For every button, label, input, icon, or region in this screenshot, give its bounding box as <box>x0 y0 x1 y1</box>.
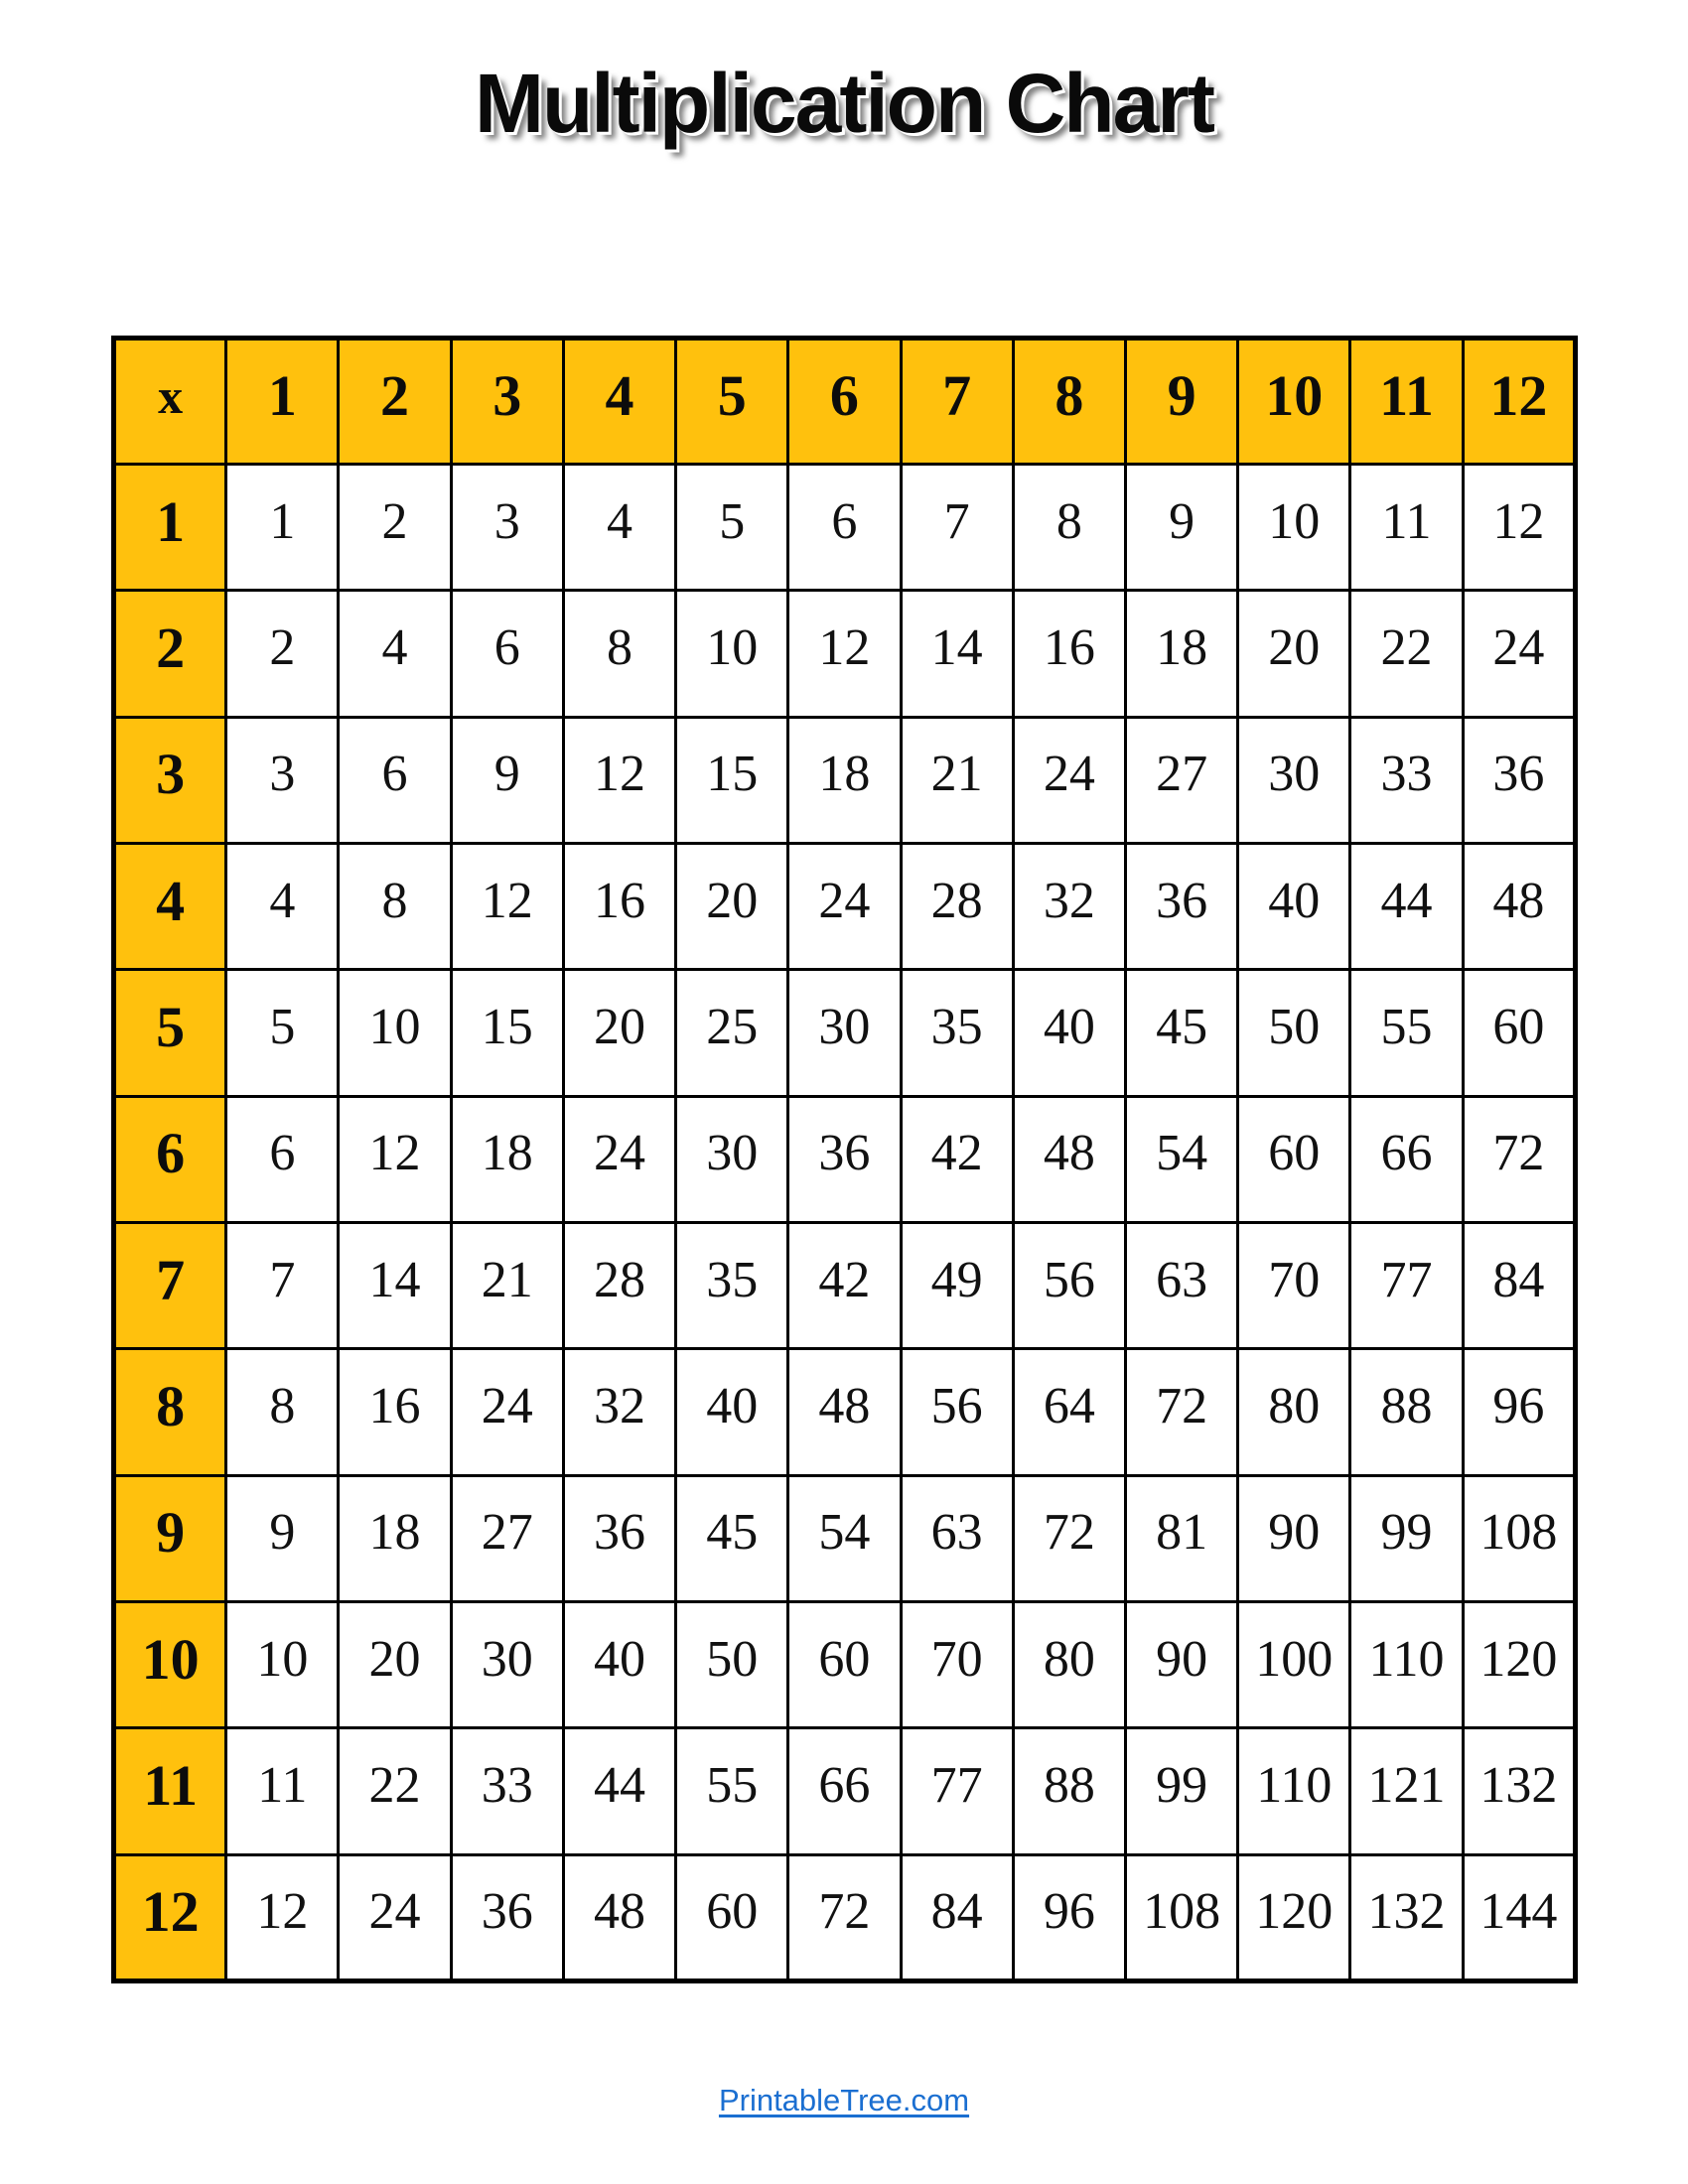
product-cell: 35 <box>676 1222 788 1348</box>
product-cell: 49 <box>901 1222 1013 1348</box>
product-cell: 40 <box>563 1601 675 1727</box>
product-cell: 21 <box>901 717 1013 843</box>
product-cell: 88 <box>1013 1728 1125 1854</box>
product-cell: 24 <box>1463 591 1575 717</box>
table-row <box>114 1854 1576 1980</box>
column-header-cell: 11 <box>1350 339 1463 465</box>
product-cell: 4 <box>226 843 339 969</box>
product-cell: 4 <box>339 591 451 717</box>
product-cell: 24 <box>1013 717 1125 843</box>
table-header <box>114 339 1576 465</box>
product-cell: 54 <box>1125 1096 1237 1222</box>
product-cell: 48 <box>1463 843 1575 969</box>
product-cell: 110 <box>1350 1601 1463 1727</box>
product-cell: 12 <box>226 1854 339 1980</box>
product-cell: 36 <box>788 1096 901 1222</box>
product-cell: 64 <box>1013 1349 1125 1475</box>
product-cell: 100 <box>1238 1601 1350 1727</box>
product-cell: 120 <box>1238 1854 1350 1980</box>
product-cell: 70 <box>901 1601 1013 1727</box>
table-row <box>114 1728 1576 1854</box>
product-cell: 24 <box>451 1349 563 1475</box>
product-cell: 8 <box>563 591 675 717</box>
product-cell: 36 <box>1125 843 1237 969</box>
product-cell: 6 <box>788 465 901 591</box>
product-cell: 8 <box>226 1349 339 1475</box>
row-header-cell: 2 <box>114 591 226 717</box>
product-cell: 14 <box>339 1222 451 1348</box>
product-cell: 132 <box>1463 1728 1575 1854</box>
product-cell: 15 <box>676 717 788 843</box>
product-cell: 24 <box>563 1096 675 1222</box>
product-cell: 81 <box>1125 1475 1237 1601</box>
product-cell: 66 <box>788 1728 901 1854</box>
product-cell: 11 <box>1350 465 1463 591</box>
product-cell: 3 <box>226 717 339 843</box>
product-cell: 22 <box>339 1728 451 1854</box>
product-cell: 5 <box>226 970 339 1096</box>
product-cell: 16 <box>563 843 675 969</box>
product-cell: 63 <box>1125 1222 1237 1348</box>
product-cell: 63 <box>901 1475 1013 1601</box>
row-header-cell: 12 <box>114 1854 226 1980</box>
column-header-row <box>114 339 1576 465</box>
product-cell: 99 <box>1350 1475 1463 1601</box>
product-cell: 18 <box>451 1096 563 1222</box>
column-header-cell: 12 <box>1463 339 1575 465</box>
product-cell: 2 <box>339 465 451 591</box>
product-cell: 12 <box>451 843 563 969</box>
product-cell: 7 <box>901 465 1013 591</box>
product-cell: 44 <box>563 1728 675 1854</box>
product-cell: 8 <box>1013 465 1125 591</box>
product-cell: 28 <box>901 843 1013 969</box>
product-cell: 7 <box>226 1222 339 1348</box>
row-header-cell: 1 <box>114 465 226 591</box>
product-cell: 55 <box>1350 970 1463 1096</box>
column-header-cell: 10 <box>1238 339 1350 465</box>
product-cell: 2 <box>226 591 339 717</box>
product-cell: 108 <box>1125 1854 1237 1980</box>
product-cell: 60 <box>1463 970 1575 1096</box>
page-title: Multiplication Chart <box>475 57 1213 150</box>
row-header-cell: 4 <box>114 843 226 969</box>
product-cell: 36 <box>563 1475 675 1601</box>
product-cell: 66 <box>1350 1096 1463 1222</box>
row-header-cell: 10 <box>114 1601 226 1727</box>
product-cell: 27 <box>1125 717 1237 843</box>
row-header-cell: 11 <box>114 1728 226 1854</box>
product-cell: 90 <box>1238 1475 1350 1601</box>
row-header-cell: 3 <box>114 717 226 843</box>
product-cell: 3 <box>451 465 563 591</box>
row-header-cell: 6 <box>114 1096 226 1222</box>
product-cell: 25 <box>676 970 788 1096</box>
table-row <box>114 591 1576 717</box>
column-header-cell: 5 <box>676 339 788 465</box>
product-cell: 6 <box>339 717 451 843</box>
product-cell: 40 <box>676 1349 788 1475</box>
product-cell: 42 <box>788 1222 901 1348</box>
product-cell: 108 <box>1463 1475 1575 1601</box>
corner-cell: x <box>114 339 226 465</box>
product-cell: 60 <box>1238 1096 1350 1222</box>
product-cell: 10 <box>1238 465 1350 591</box>
table-row <box>114 1222 1576 1348</box>
product-cell: 6 <box>226 1096 339 1222</box>
product-cell: 4 <box>563 465 675 591</box>
product-cell: 72 <box>1463 1096 1575 1222</box>
product-cell: 72 <box>1125 1349 1237 1475</box>
table-row <box>114 717 1576 843</box>
product-cell: 40 <box>1013 970 1125 1096</box>
product-cell: 30 <box>788 970 901 1096</box>
product-cell: 10 <box>676 591 788 717</box>
product-cell: 48 <box>1013 1096 1125 1222</box>
product-cell: 54 <box>788 1475 901 1601</box>
product-cell: 36 <box>1463 717 1575 843</box>
product-cell: 12 <box>339 1096 451 1222</box>
table-row <box>114 970 1576 1096</box>
product-cell: 45 <box>1125 970 1237 1096</box>
product-cell: 60 <box>788 1601 901 1727</box>
product-cell: 90 <box>1125 1601 1237 1727</box>
column-header-cell: 6 <box>788 339 901 465</box>
multiplication-table <box>111 336 1578 1983</box>
product-cell: 56 <box>1013 1222 1125 1348</box>
printabletree-link[interactable]: PrintableTree.com <box>718 2083 970 2117</box>
column-header-cell: 7 <box>901 339 1013 465</box>
product-cell: 50 <box>1238 970 1350 1096</box>
product-cell: 10 <box>339 970 451 1096</box>
product-cell: 30 <box>451 1601 563 1727</box>
product-cell: 14 <box>901 591 1013 717</box>
product-cell: 1 <box>226 465 339 591</box>
product-cell: 99 <box>1125 1728 1237 1854</box>
product-cell: 120 <box>1463 1601 1575 1727</box>
product-cell: 42 <box>901 1096 1013 1222</box>
product-cell: 5 <box>676 465 788 591</box>
product-cell: 8 <box>339 843 451 969</box>
product-cell: 6 <box>451 591 563 717</box>
product-cell: 20 <box>1238 591 1350 717</box>
column-header-cell: 2 <box>339 339 451 465</box>
product-cell: 110 <box>1238 1728 1350 1854</box>
product-cell: 121 <box>1350 1728 1463 1854</box>
product-cell: 20 <box>676 843 788 969</box>
column-header-cell: 8 <box>1013 339 1125 465</box>
product-cell: 30 <box>1238 717 1350 843</box>
product-cell: 9 <box>226 1475 339 1601</box>
product-cell: 30 <box>676 1096 788 1222</box>
product-cell: 16 <box>1013 591 1125 717</box>
product-cell: 32 <box>1013 843 1125 969</box>
product-cell: 80 <box>1238 1349 1350 1475</box>
row-header-cell: 7 <box>114 1222 226 1348</box>
product-cell: 132 <box>1350 1854 1463 1980</box>
product-cell: 24 <box>788 843 901 969</box>
product-cell: 12 <box>1463 465 1575 591</box>
product-cell: 9 <box>451 717 563 843</box>
product-cell: 36 <box>451 1854 563 1980</box>
product-cell: 28 <box>563 1222 675 1348</box>
product-cell: 22 <box>1350 591 1463 717</box>
product-cell: 21 <box>451 1222 563 1348</box>
product-cell: 12 <box>563 717 675 843</box>
product-cell: 77 <box>901 1728 1013 1854</box>
product-cell: 44 <box>1350 843 1463 969</box>
product-cell: 55 <box>676 1728 788 1854</box>
product-cell: 27 <box>451 1475 563 1601</box>
product-cell: 24 <box>339 1854 451 1980</box>
product-cell: 20 <box>339 1601 451 1727</box>
product-cell: 48 <box>788 1349 901 1475</box>
product-cell: 96 <box>1013 1854 1125 1980</box>
column-header-cell: 4 <box>563 339 675 465</box>
product-cell: 84 <box>901 1854 1013 1980</box>
product-cell: 144 <box>1463 1854 1575 1980</box>
product-cell: 33 <box>1350 717 1463 843</box>
product-cell: 18 <box>339 1475 451 1601</box>
product-cell: 48 <box>563 1854 675 1980</box>
table-row <box>114 1475 1576 1601</box>
product-cell: 20 <box>563 970 675 1096</box>
product-cell: 80 <box>1013 1601 1125 1727</box>
row-header-cell: 9 <box>114 1475 226 1601</box>
footer <box>0 2083 1688 2118</box>
column-header-cell: 9 <box>1125 339 1237 465</box>
product-cell: 84 <box>1463 1222 1575 1348</box>
product-cell: 88 <box>1350 1349 1463 1475</box>
product-cell: 60 <box>676 1854 788 1980</box>
product-cell: 72 <box>788 1854 901 1980</box>
product-cell: 16 <box>339 1349 451 1475</box>
product-cell: 96 <box>1463 1349 1575 1475</box>
product-cell: 18 <box>788 717 901 843</box>
table-row <box>114 843 1576 969</box>
row-header-cell: 5 <box>114 970 226 1096</box>
table-body <box>114 465 1576 1981</box>
product-cell: 15 <box>451 970 563 1096</box>
product-cell: 35 <box>901 970 1013 1096</box>
product-cell: 40 <box>1238 843 1350 969</box>
product-cell: 77 <box>1350 1222 1463 1348</box>
product-cell: 70 <box>1238 1222 1350 1348</box>
column-header-cell: 1 <box>226 339 339 465</box>
product-cell: 12 <box>788 591 901 717</box>
product-cell: 50 <box>676 1601 788 1727</box>
column-header-cell: 3 <box>451 339 563 465</box>
product-cell: 18 <box>1125 591 1237 717</box>
product-cell: 72 <box>1013 1475 1125 1601</box>
table-row <box>114 465 1576 591</box>
product-cell: 9 <box>1125 465 1237 591</box>
row-header-cell: 8 <box>114 1349 226 1475</box>
product-cell: 10 <box>226 1601 339 1727</box>
table-row <box>114 1601 1576 1727</box>
product-cell: 56 <box>901 1349 1013 1475</box>
product-cell: 45 <box>676 1475 788 1601</box>
table-row <box>114 1096 1576 1222</box>
product-cell: 32 <box>563 1349 675 1475</box>
table-row <box>114 1349 1576 1475</box>
product-cell: 11 <box>226 1728 339 1854</box>
product-cell: 33 <box>451 1728 563 1854</box>
